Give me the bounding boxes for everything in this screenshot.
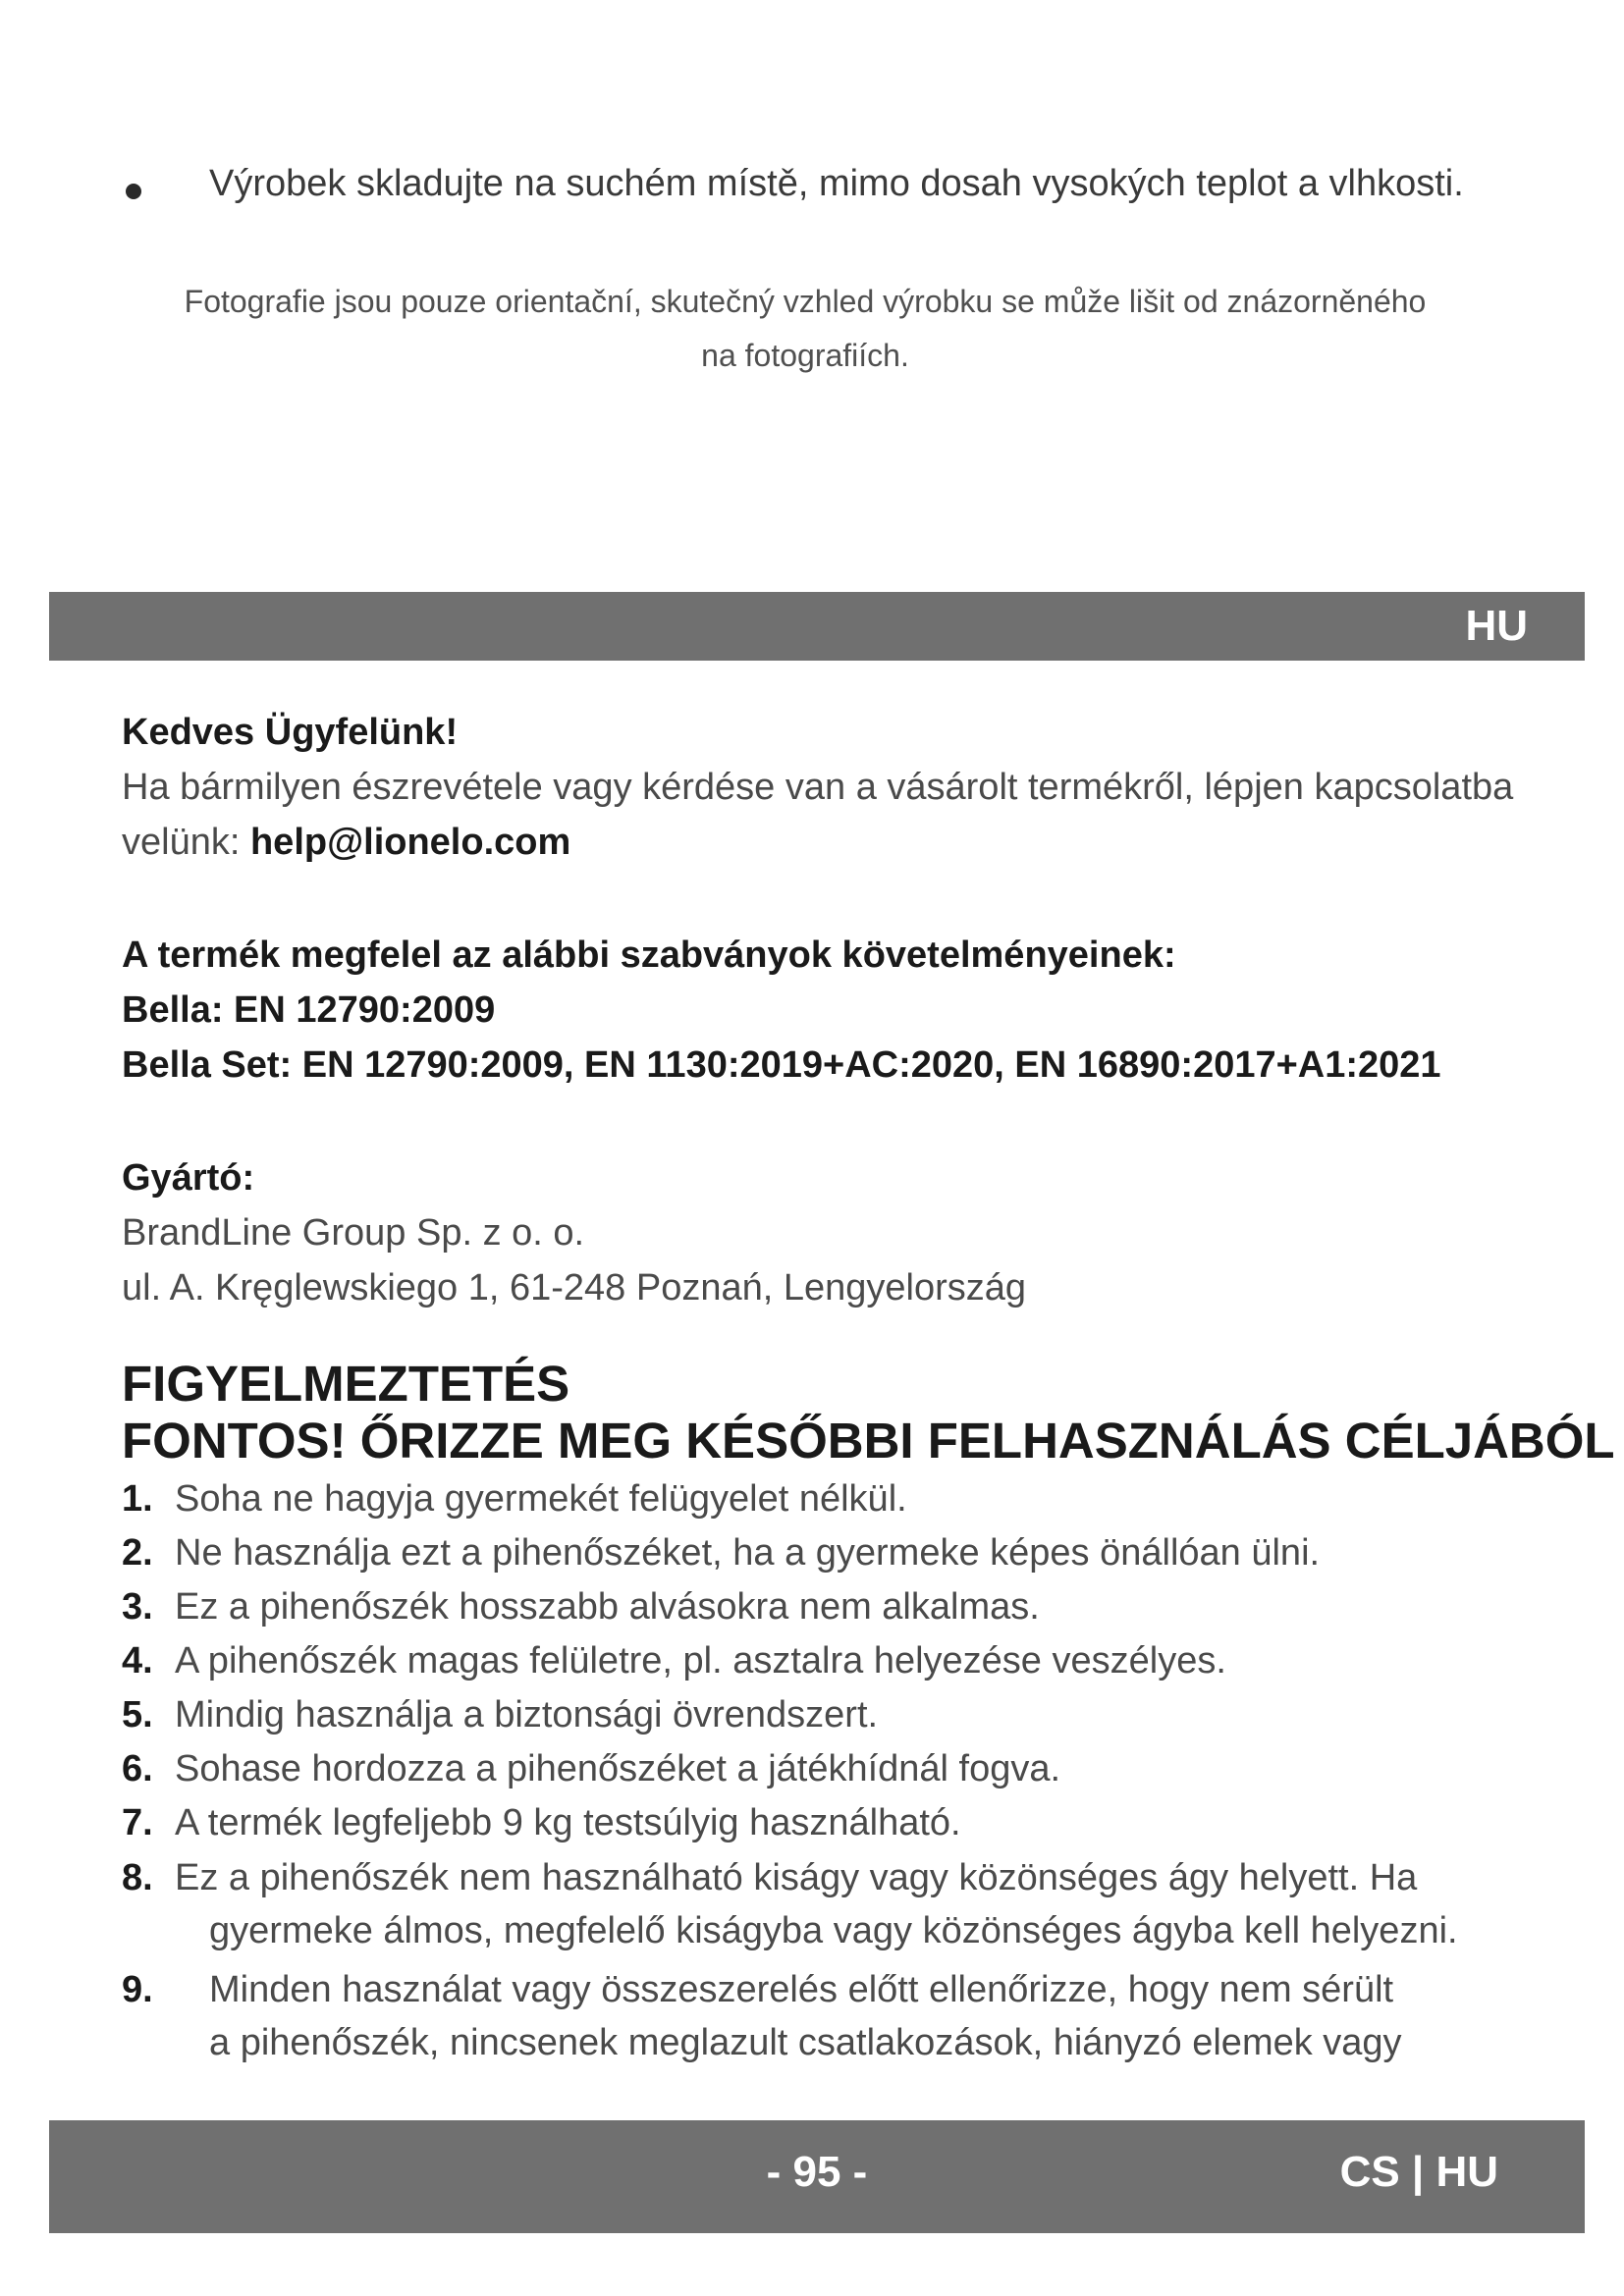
warning-item: A termék legfeljebb 9 kg testsúlyig használható. bbox=[175, 1802, 961, 1843]
warning-item: Sohase hordozza a pihenőszéket a játékhídnál fogva. bbox=[175, 1748, 1061, 1789]
warning-item: Soha ne hagyja gyermekét felügyelet nélkül. bbox=[175, 1478, 907, 1520]
item-number: 9. bbox=[122, 1969, 153, 2010]
storage-instruction: Výrobek skladujte na suchém místě, mimo dosah vysokých teplot a vlhkosti. bbox=[209, 163, 1464, 204]
warning-item: Ne használja ezt a pihenőszéket, ha a gyermeke képes önállóan ülni. bbox=[175, 1532, 1321, 1574]
item-number: 8. bbox=[122, 1857, 153, 1898]
item-number: 1. bbox=[122, 1478, 153, 1520]
standards-title: A termék megfelel az alábbi szabványok követelményeinek: bbox=[122, 934, 1176, 976]
footer-languages: CS | HU bbox=[1339, 2148, 1498, 2196]
bullet-dot bbox=[126, 184, 141, 199]
item-number: 6. bbox=[122, 1748, 153, 1789]
item-number: 7. bbox=[122, 1802, 153, 1843]
page-number: - 95 - bbox=[766, 2148, 868, 2196]
warning-item-continuation: gyermeke álmos, megfelelő kiságyba vagy közönséges ágyba kell helyezni. bbox=[209, 1910, 1458, 1951]
manufacturer-address: ul. A. Kręglewskiego 1, 61-248 Poznań, Lengyelország bbox=[122, 1267, 1027, 1308]
warning-item: Ez a pihenőszék hosszabb alvásokra nem alkalmas. bbox=[175, 1586, 1040, 1628]
greeting-line1: Ha bármilyen észrevétele vagy kérdése van a vásárolt termékről, lépjen kapcsolatba bbox=[122, 767, 1514, 808]
photo-disclaimer-line1: Fotografie jsou pouze orientační, skutečný vzhled výrobku se může lišit od znázorněného bbox=[184, 284, 1427, 319]
item-number: 3. bbox=[122, 1586, 153, 1628]
standard-bella: Bella: EN 12790:2009 bbox=[122, 989, 496, 1031]
warning-item: A pihenőszék magas felületre, pl. asztalra helyezése veszélyes. bbox=[175, 1640, 1226, 1682]
support-email-link[interactable]: help@lionelo.com bbox=[249, 822, 571, 863]
language-section-bar bbox=[49, 592, 1585, 661]
item-number: 4. bbox=[122, 1640, 153, 1682]
standard-bella-set: Bella Set: EN 12790:2009, EN 1130:2019+AC:2020, EN 16890:2017+A1:2021 bbox=[122, 1044, 1441, 1086]
manufacturer-name: BrandLine Group Sp. z o. o. bbox=[122, 1212, 585, 1254]
manufacturer-title: Gyártó: bbox=[122, 1157, 255, 1199]
item-number: 2. bbox=[122, 1532, 153, 1574]
footer-bar bbox=[49, 2120, 1585, 2233]
photo-disclaimer-line2: na fotografiích. bbox=[701, 338, 909, 373]
warning-title: FIGYELMEZTETÉS bbox=[122, 1356, 570, 1412]
item-number: 5. bbox=[122, 1694, 153, 1735]
greeting-line2-prefix: velünk: bbox=[122, 822, 250, 863]
greeting-title: Kedves Ügyfelünk! bbox=[122, 712, 459, 753]
warning-item: Mindig használja a biztonsági övrendszert. bbox=[175, 1694, 879, 1735]
warning-subtitle: FONTOS! ŐRIZZE MEG KÉSŐBBI FELHASZNÁLÁS CÉLJÁBÓL bbox=[122, 1413, 1615, 1468]
greeting-line2 bbox=[122, 815, 570, 870]
warning-item-continuation: a pihenőszék, nincsenek meglazult csatlakozások, hiányzó elemek vagy bbox=[209, 2022, 1402, 2063]
language-label: HU bbox=[1465, 602, 1528, 650]
photo-disclaimer bbox=[98, 275, 1512, 383]
warning-item: Ez a pihenőszék nem használható kiságy vagy közönséges ágy helyett. Ha bbox=[175, 1857, 1418, 1898]
warning-item: Minden használat vagy összeszerelés előtt ellenőrizze, hogy nem sérült bbox=[209, 1969, 1394, 2010]
